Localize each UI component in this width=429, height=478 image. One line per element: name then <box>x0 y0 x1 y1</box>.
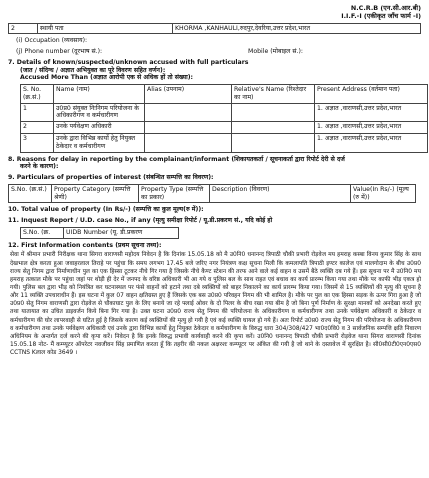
col-type: Property Type (सम्पत्ति का प्रकार) <box>139 184 210 203</box>
table-header-row <box>21 85 428 104</box>
col-category: Property Category (सम्पत्ति श्रेणी) <box>52 184 139 203</box>
col-uidb: UIDB Number (यू. डी.प्रकरण <box>64 227 179 238</box>
col-relative: Relative's Name (रिश्तेदार का नाम) <box>232 85 315 104</box>
form-header <box>8 4 421 21</box>
table-row <box>21 134 428 153</box>
table-row <box>21 122 428 134</box>
form-code: I.I.F.-I (एकीकृत जाँच फार्म -I) <box>341 12 421 21</box>
table-row <box>9 23 421 34</box>
phone-line <box>8 48 421 56</box>
cell-sno: 3 <box>21 134 54 153</box>
col-alias: Alias (उपनाम) <box>145 85 232 104</box>
fir-narrative: सेवा में श्रीमान प्रभारी निरीक्षक थाना सिगरा वाराणसी महोदय निवेदन है कि दिनांक 15.05.18 को मै उ0नि0 धनानन्द त्रिपाठी चौकी प्रभारी रोड़वेज मय हमराह कस्बा विनय कुमार सिंह के साथ देखभाल क्षेत्र करता हुआ जवाहरलाल तिराहे पर पहुंचा कि समय लगभग 17.45 बजे जरिए नगर नियंत्रण कक्ष सूचना मिली कि कमलापति त्रिपाठी इण्टर कालेज एवं मालगोदाम के बीच उ0प्र0 राज्य सेतु निगम द्वारा निर्माणाधीन पुल का एक हिस्सा टूटकर नीचे गिर गया है जिसके नीचे कैण्ट स्टेशन की तरफ आने वाले कई वाहन व उसमें बैठे व्यक्ति दब गये हैं। इस सूचना पर मै उ0नि0 मय हमराह तत्काल मौके पर पहुंचा जहां पर थोड़ी ही देर में जनपद के वरिष्ठ अधिकारी भी आ गये व पुलिस बल के साथ राहत एवं बचाव का कार्य प्रारम्भ किया गया तथा मौके पर काफी भीड़ एकत्र हो गयी। पुलिस बल द्वारा भीड़ को नियंत्रित कर घटनास्थल पर फंसे वाहनों को हटाने तथा दबे व्यक्तियों को बाहर निकालने का कार्य प्रारम्भ किया गया। जिसमें से 15 व्यक्तियों की मृत्यु की सूचना है और 11 व्यक्ति उपचाराधीन हैं। इस घटना में कुल 07 वाहन क्षतिग्रस्त हुए हैं जिसके एक बस उ0प्र0 परिवहन निगम की भी शामिल है। मौके पर पुल का एक हिस्सा सड़क के ऊपर गिरा हुआ है जो उ0प्र0 सेतु निगम वाराणसी द्वारा रोड़वेज से चौकाघाट पुल के लिए बनाये जा रहे फ्लाई ओवर के दो पिलर के बीच रखा गया बीम है जो बिना पूर्ण निर्माण के सुरक्षा मानकों को अनदेखा करते हुए तथा यातायात का उचित डाइवर्जन किये बिना गिर गया है। उक्त घटना उ0प्र0 राज्य सेतु निगम की परियोजना के अधिकारीगण व कर्मचारीगण तथा उनके पर्यवेक्षण अधिकारी व ठेकेदार व कर्मचारीगण की घोर लापरवाही से घटित हुई है जिसके कारण कई व्यक्तियों की मृत्यु हो गयी है एवं कई व्यक्ति घायल हो गये हैं। अतः रिपोर्ट उ0प्र0 राज्य सेतु निगम की परियोजना के अधिकारीगण व कर्मचारीगण तथा उनके पर्यवेक्षण अधिकारी एवं उनके द्वारा विभिन्न कार्यो हेतु नियुक्त ठेकेदार व कर्मचारीगण के विरुद्ध धारा 304/308/427 भा0द0वि0 व 3 सार्वजनिक सम्पत्ति क्षति निवारण अधिनियम के अन्तर्गत दर्ज करने की कृपा करें। निवेदन है कि इनके विरुद्ध प्रभावी कार्यवाही करने की कृपा करें। उ0नि0 धनानन्द त्रिपाठी चौकी प्रभारी रोड़वेज थाना सिगरा वाराणसी दिनांक 15.05.18 नोट- मैं कम्प्यूटर ऑपरेटर नवजीवन सिंह प्रमाणित करता हूँ कि तहरीर की नकल अक्षरशः कम्प्यूटर पर अंकित की गयी है जो थाने के दस्तावेज में सुरक्षित है। सी0सी0टी0एन0एस0 CCTNS Kलाल कोड 3649 । <box>10 252 421 357</box>
table-row <box>21 103 428 122</box>
col-sno: S.No. (क्र. <box>21 227 64 238</box>
cell-name: उनके द्वारा विभिन्न कार्यो हेतु नियुक्त ठेकेदार व कर्मचारीगण <box>54 134 145 153</box>
cell-address: 1. अज्ञात ,वाराणसी,उत्तर प्रदेश,भारत <box>315 134 428 153</box>
col-address: Present Address (वर्तमान पता) <box>315 85 428 104</box>
cell-relative <box>232 122 315 134</box>
uidb-table <box>20 227 179 239</box>
occupation-line: (i) Occupation (व्यवसाय): <box>16 37 88 45</box>
phone-label: (j) Phone number (दूरभाष सं.): <box>16 48 103 56</box>
cell-name: उनके पर्यवेक्षण अधिकारी <box>54 122 145 134</box>
accused-more-than: Accused More Than (अज्ञात आरोपी एक से अधिक हों तो संख्या): <box>20 74 194 82</box>
cell-alias <box>145 134 232 153</box>
cell-alias <box>145 103 232 122</box>
col-name: Name (नाम) <box>54 85 145 104</box>
address-table <box>8 23 421 35</box>
section-9-title: 9. Particulars of properties of interest (संबन्धित सम्पत्ति का विवरण): <box>8 174 214 182</box>
section-11-title: 11. Inquest Report / U.D. case No., if any (मृत्यु समीक्षा रिपोर्ट / यू.डी.प्रकरण सं., यदि कोई हो <box>8 217 273 225</box>
col-value: Value(In Rs/-) (मूल्य (रु में)) <box>351 184 416 203</box>
table-header-row <box>9 184 416 203</box>
section-7-subtitle: (जात / संदिग्ध / अज्ञात अभियुक्त का पूरे विवरण सहित वर्णन): <box>20 66 166 74</box>
section-8-line1: 8. Reasons for delay in reporting by the complainant/informant (शिकायतकर्ता / सूचनाकर्ता द्वारा रिपोर्ट देरी से दर्ज <box>8 155 345 163</box>
cell-sno: 2 <box>21 122 54 134</box>
cell-sno: 1 <box>21 103 54 122</box>
property-table <box>8 184 416 204</box>
address-type: स्थायी पता <box>38 23 173 34</box>
cell-address: 1. अज्ञात ,वाराणसी,उत्तर प्रदेश,भारत <box>315 103 428 122</box>
accused-table <box>20 84 428 153</box>
address-no: 2 <box>9 23 38 34</box>
cell-alias <box>145 122 232 134</box>
section-7-title: 7. Details of known/suspected/unknown accused with full particulars <box>8 58 249 66</box>
section-12-title: 12. First Information contents (प्रथम सूचना तथ्य): <box>8 241 162 249</box>
section-8-line2: करने के कारण): <box>20 163 59 171</box>
address-value: KHORMA ,KANHAULI,रुदपुर,देवरिया,उत्तर प्रदेश,भारत <box>173 23 421 34</box>
table-header-row <box>21 227 179 238</box>
cell-address: 1. अज्ञात ,वाराणसी,उत्तर प्रदेश,भारत <box>315 122 428 134</box>
col-sno: S.No. (क्र.सं.) <box>9 184 52 203</box>
cell-relative <box>232 134 315 153</box>
col-sno: S. No. (क्र.सं.) <box>21 85 54 104</box>
section-10: 10. Total value of property (In Rs/-) (सम्पत्ति का कुल मूल्य(रु में)): <box>8 206 204 214</box>
mobile-label: Mobile (मोबाइल सं.): <box>248 48 303 56</box>
col-description: Description (विवरण) <box>210 184 351 203</box>
cell-relative <box>232 103 315 122</box>
cell-name: उ0प्र0 संयुक्त निःनिगम परियोजना के अधिकारीगण व कर्मचारीगण <box>54 103 145 122</box>
ncrb-label: N.C.R.B (एन.सी.आर.बी) <box>350 4 421 12</box>
